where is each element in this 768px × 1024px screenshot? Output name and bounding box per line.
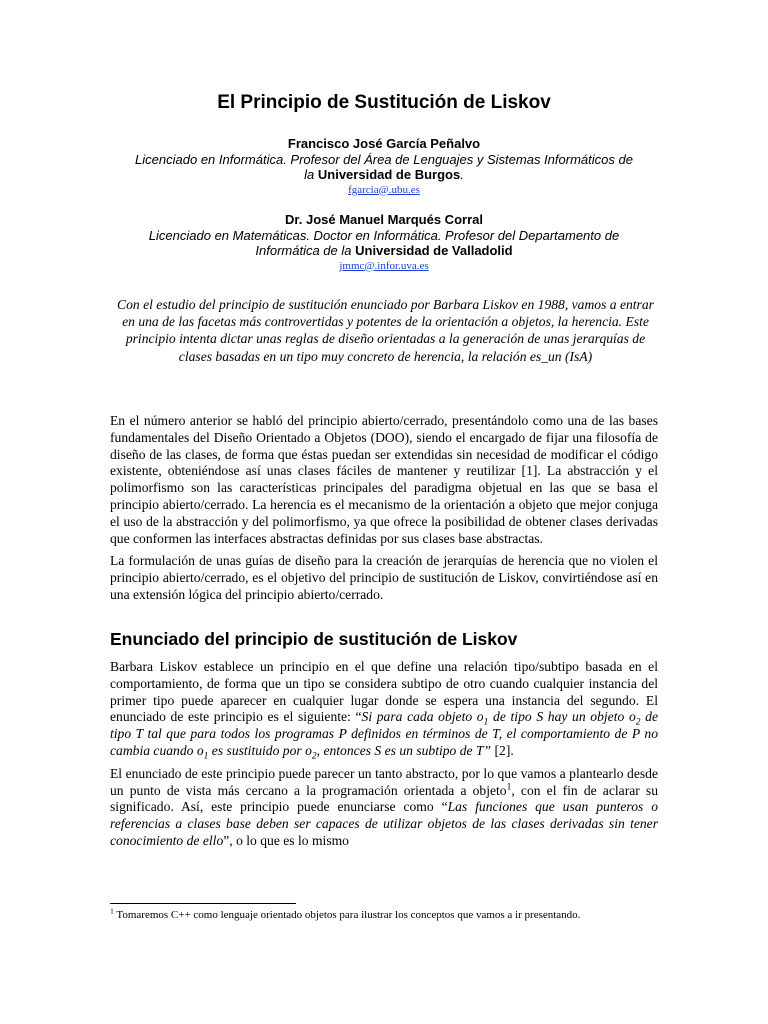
footnote-divider xyxy=(110,903,296,904)
paragraph-text: ”, o lo que es lo mismo xyxy=(223,832,349,848)
affiliation-prefix: Informática de la xyxy=(255,243,356,258)
citation: [2]. xyxy=(491,742,514,758)
author-affiliation xyxy=(100,228,668,259)
quote-part: es sustituido por o xyxy=(208,742,312,758)
abstract: Con el estudio del principio de sustitución enunciado por Barbara Liskov en 1988, vamos a entrar en una de las facetas más controvertidas y potentes de la orientación a objetos, la herencia. Este principio intenta dictar unas reglas de diseño orientadas a la generación de unas jerarquías de clases basadas en un tipo muy concreto de herencia, la relación es_un (IsA) xyxy=(117,297,654,364)
affiliation-prefix: la xyxy=(304,167,318,182)
affiliation-text: Licenciado en Informática. Profesor del Área de Lenguajes y Sistemas Informáticos de xyxy=(135,151,633,167)
body-paragraph xyxy=(110,766,658,850)
subscript: 2 xyxy=(311,751,317,762)
footnote-number: 1 xyxy=(110,906,114,916)
paragraph-text: El enunciado de este principio puede parecer un tanto abstracto, por lo que vamos a plantearlo desde un punto de vista más cercano a la programación orientada a objeto xyxy=(110,765,658,798)
quote-part: , entonces S es un subtipo de T xyxy=(316,742,484,758)
affiliation-suffix: . xyxy=(460,167,464,182)
quote-part: Si para cada objeto o xyxy=(361,709,484,725)
footnote-reference[interactable]: 1 xyxy=(506,782,512,793)
section-heading: Enunciado del principio de sustitución de Liskov xyxy=(110,629,518,649)
body-paragraph: La formulación de unas guías de diseño para la creación de jerarquías de herencia que no violen el principio abierto/cerrado, es el objetivo del principio de sustitución de Liskov, convirtiéndose así en una extensión lógica del principio abierto/cerrado. xyxy=(110,553,658,602)
quote-mark: ” xyxy=(483,742,492,758)
principle-quote: Las funciones que usan punteros o referencias a clases base deben ser capaces de utilizar objetos de las clases derivadas sin tener conocimiento de ello xyxy=(110,799,658,848)
paragraph-text: , con el fin de aclarar su significado. Así, este principio puede enunciarse como “ xyxy=(110,782,658,815)
author-email-link[interactable]: fgarcia@.ubu.es xyxy=(348,183,420,196)
author-affiliation xyxy=(100,152,668,183)
body-paragraph: En el número anterior se habló del principio abierto/cerrado, presentándolo como una de las bases fundamentales del Diseño Orientado a Objetos (DOO), siendo el encargado de fijar una filosofía de diseño de las clases, de forma que éstas puedan ser extendidas sin necesidad de modificar el código existente, obteniéndose así unas clases fáciles de mantener y reutilizar [1]. La abstracción y el polimorfismo son las características principales del paradigma objetual en las que se basa el principio abierto/cerrado. La herencia es el mecanismo de la orientación a objeto que mejor conjuga el uso de la abstracción y del polimorfismo, ya que ofrece la posibilidad de obtener clases derivadas que conformen las interfaces abstractas definidas por sus clases base abstractas. xyxy=(110,413,658,546)
author-name: Francisco José García Peñalvo xyxy=(287,136,481,151)
quote-part: de tipo T tal que para todos los programas P definidos en términos de T, el comportamiento de P no cambia cuando o xyxy=(110,709,659,758)
section-body xyxy=(110,659,658,856)
author-name: Dr. José Manuel Marqués Corral xyxy=(285,212,483,227)
subscript: 1 xyxy=(203,751,209,762)
introduction xyxy=(110,413,658,610)
footnote-text: Tomaremos C++ como lenguaje orientado objetos para ilustrar los conceptos que vamos a ir presentando. xyxy=(113,909,581,921)
footnote xyxy=(110,908,658,923)
institution-name: Universidad de Valladolid xyxy=(355,243,513,258)
subscript: 1 xyxy=(483,718,489,729)
author-block-1 xyxy=(100,136,668,197)
paper-title: El Principio de Sustitución de Liskov xyxy=(217,92,551,113)
affiliation-text: Licenciado en Matemáticas. Doctor en Informática. Profesor del Departamento de xyxy=(148,227,620,243)
author-email-link[interactable]: jmmc@.infor.uva.es xyxy=(339,259,429,272)
institution-name: Universidad de Burgos xyxy=(317,167,461,182)
paragraph-text: Barbara Liskov establece un principio en el que define una relación tipo/subtipo basada en el comportamiento, de forma que un tipo se considera subtipo de otro cuando cualquier instancia del primer tipo puede aparecer en cualquier lugar donde se espera una instancia del segundo. El enunciado de este principio es el siguiente: “ xyxy=(110,659,658,725)
quote-part: de tipo S hay un objeto o xyxy=(488,709,636,725)
subscript: 2 xyxy=(635,718,641,729)
body-paragraph xyxy=(110,659,658,760)
author-block-2 xyxy=(100,212,668,273)
